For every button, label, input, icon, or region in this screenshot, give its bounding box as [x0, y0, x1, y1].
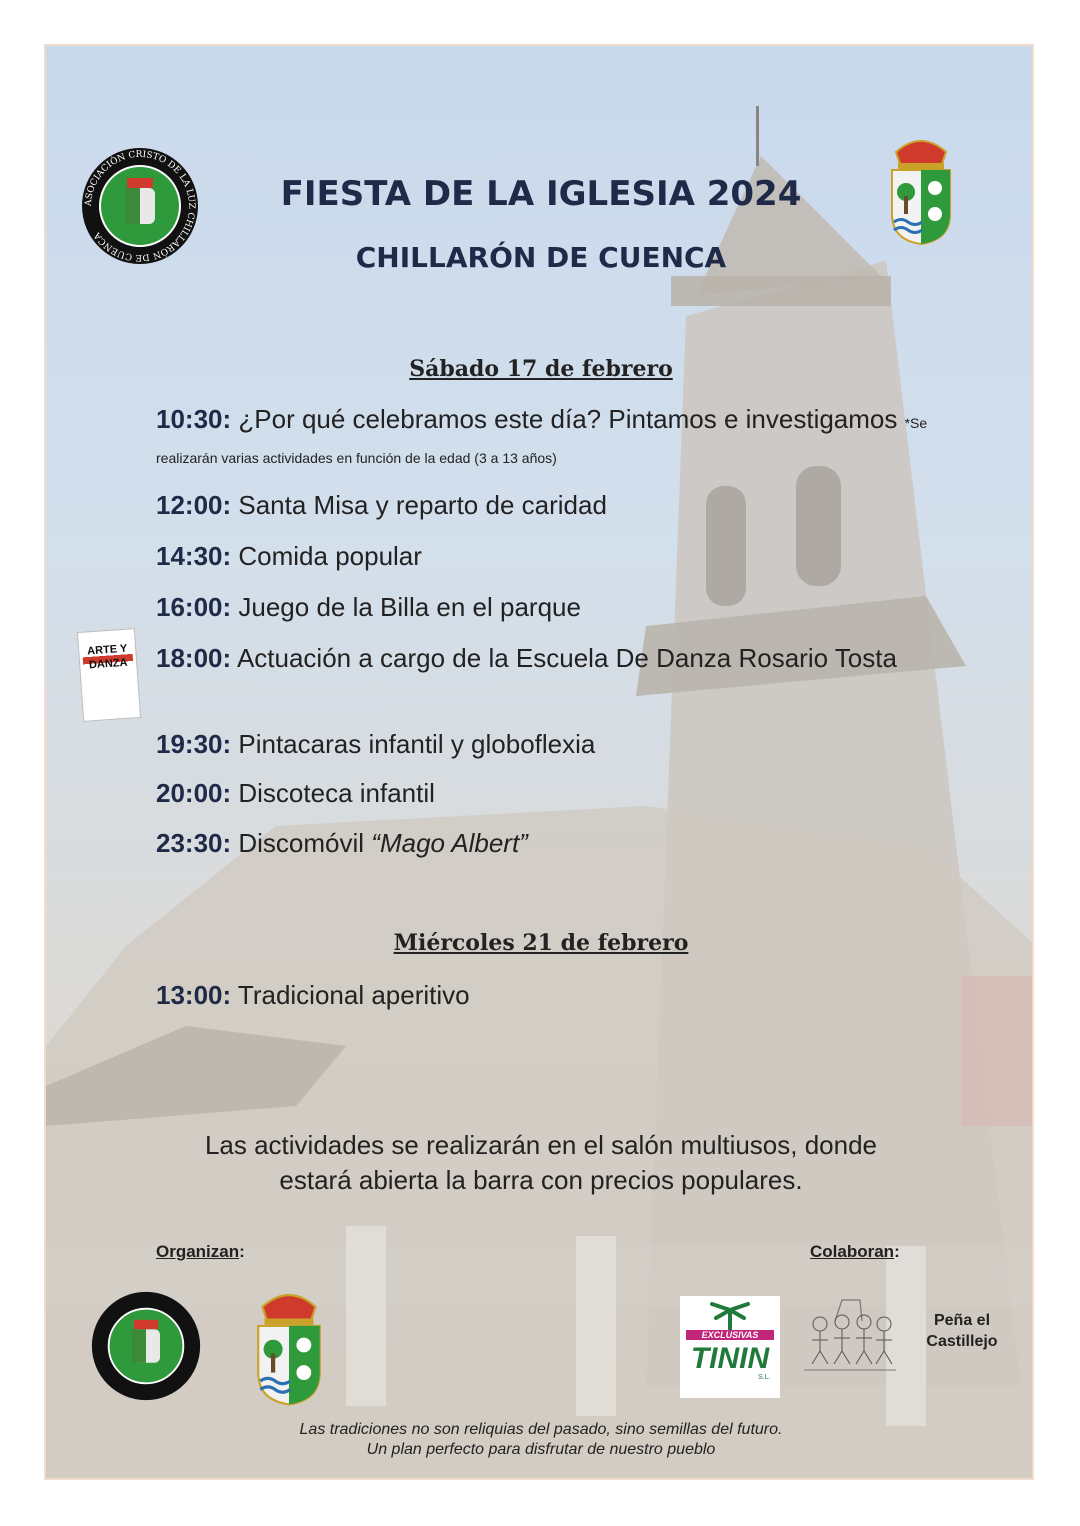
pena-label: Peña el Castillejo — [926, 1312, 998, 1350]
palm-icon — [702, 1302, 758, 1332]
municipal-shield-bottom — [254, 1282, 324, 1408]
tinin-sl-text: S.L. — [758, 1374, 771, 1381]
item-text: Juego de la Billa en el parque — [231, 592, 581, 622]
item-text: Tradicional aperitivo — [231, 980, 470, 1010]
item-text: Discomóvil — [231, 828, 372, 858]
item-time: 14:30: — [156, 541, 232, 571]
schedule-item — [156, 778, 936, 809]
item-text: Discoteca infantil — [231, 778, 435, 808]
schedule-item — [156, 729, 936, 760]
saturday-heading: Sábado 17 de febrero — [409, 356, 673, 382]
organizan-label: Organizan: — [156, 1242, 245, 1261]
item-time: 20:00: — [156, 778, 232, 808]
tinin-main-text: TININ — [690, 1342, 770, 1375]
page-title: FIESTA DE LA IGLESIA 2024 — [280, 174, 802, 214]
schedule-item — [156, 490, 936, 521]
schedule-item — [156, 643, 936, 674]
item-text: Santa Misa y reparto de caridad — [231, 490, 607, 520]
poster — [44, 44, 1034, 1480]
schedule-item — [156, 404, 936, 474]
danza-logo — [77, 628, 141, 722]
wednesday-heading: Miércoles 21 de febrero — [393, 930, 689, 956]
item-time: 13:00: — [156, 980, 232, 1010]
association-ring-text: ASOCIACIÓN CRISTO DE LA LUZ CHILLARÓN DE CUENCA — [83, 149, 197, 263]
item-note: *Se realizarán varias actividades en función de la edad (3 a 13 años) — [156, 415, 928, 466]
schedule-item — [156, 592, 936, 623]
item-time: 10:30: — [156, 404, 232, 434]
schedule-item — [156, 980, 936, 1011]
people-sketch-logo — [800, 1296, 900, 1376]
association-logo-bottom — [90, 1290, 202, 1402]
info-line-1: Las actividades se realizarán en el salón multiusos, donde — [204, 1130, 878, 1160]
item-time: 23:30: — [156, 828, 232, 858]
item-time: 16:00: — [156, 592, 232, 622]
item-time: 19:30: — [156, 729, 232, 759]
schedule-item — [156, 541, 936, 572]
quote-line-2: Un plan perfecto para disfrutar de nuestro pueblo — [366, 1441, 716, 1458]
quote-line-1: Las tradiciones no son reliquias del pasado, sino semillas del futuro. — [299, 1421, 783, 1438]
item-italic: “Mago Albert” — [371, 828, 528, 858]
item-text: Pintacaras infantil y globoflexia — [231, 729, 596, 759]
colaboran-label: Colaboran: — [810, 1242, 900, 1261]
item-text: Actuación a cargo de la Escuela De Danza Rosario Tosta — [231, 643, 897, 673]
item-time: 12:00: — [156, 490, 232, 520]
item-text: Comida popular — [231, 541, 422, 571]
tinin-top-text: EXCLUSIVAS — [686, 1330, 774, 1340]
danza-logo-text: ARTE Y DANZA — [82, 641, 134, 672]
item-time: 18:00: — [156, 643, 232, 673]
page-subtitle: CHILLARÓN DE CUENCA — [355, 241, 727, 274]
schedule-item — [156, 828, 936, 859]
item-text: ¿Por qué celebramos este día? Pintamos e investigamos — [231, 404, 905, 434]
tinin-logo — [680, 1296, 780, 1398]
info-line-2: estará abierta la barra con precios populares. — [279, 1165, 803, 1195]
